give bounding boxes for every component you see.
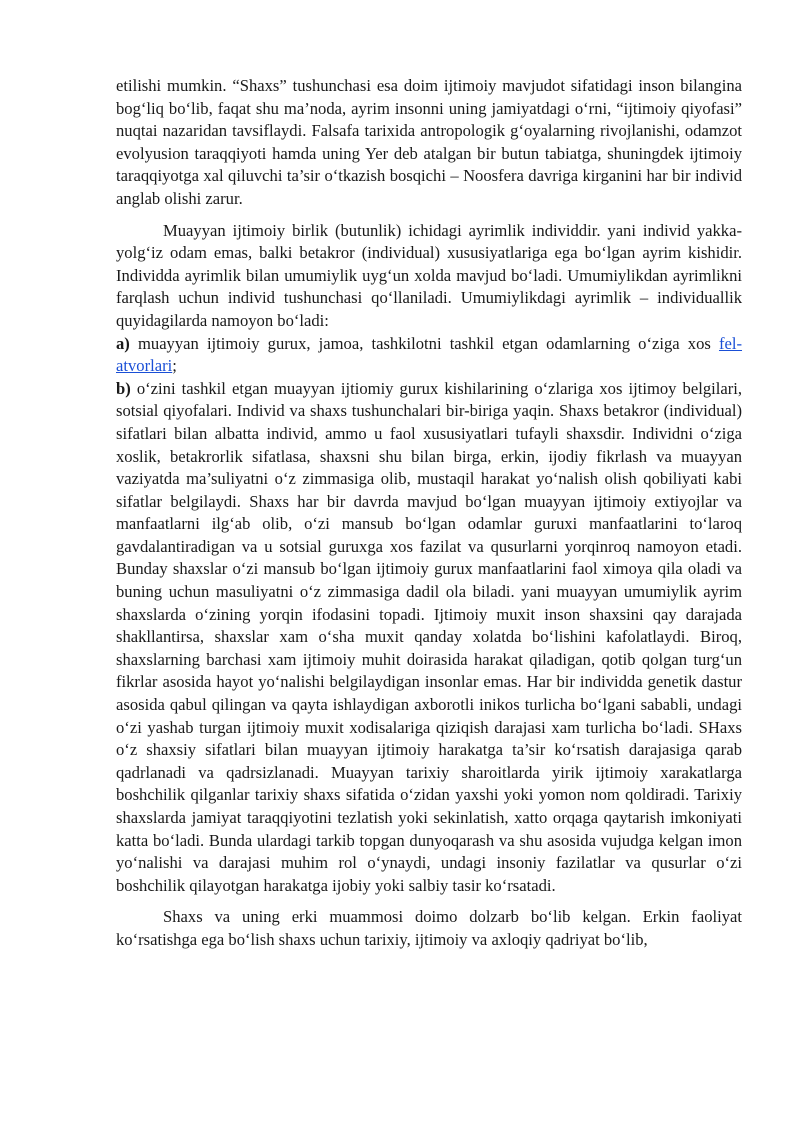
- fel-atvorlari-link[interactable]: fel-atvorlari: [116, 333, 743, 376]
- paragraph-intro: etilishi mumkin. “Shaxs” tushunchasi esa doim ijtimoiy mavjudot sifatidagi inson bilangina bog‘liq bo‘lib, faqat shu ma’noda, ayrim insonni uning jamiyatdagi o‘rni, “ijtimoiy qiyofasi” nuqtai nazaridan tavsiflaydi. Falsafa tarixida antropologik g‘oyalarning rivojlanishi, odamzot evolyusion taraqqiyoti hamda uning Yer deb atalgan bir butun tabiatga, shuningdek ijtimoiy taraqqiyotga xal qiluvchi ta’sir o‘tkazish bosqichi – Noosfera davriga kirganini har bir individ anglab olishi zarur.: [116, 76, 742, 208]
- list-item-a: [116, 333, 742, 378]
- paragraph-individ: [116, 220, 742, 898]
- list-marker-a: a): [116, 333, 130, 353]
- paragraph-erk: Shaxs va uning erki muammosi doimo dolzarb bo‘lib kelgan. Erkin faoliyat ko‘rsatishga ega bo‘lish shaxs uchun tarixiy, ijtimoiy va axloqiy qadriyat bo‘lib,: [116, 907, 742, 949]
- document-page: [116, 75, 742, 961]
- list-marker-b: b): [116, 378, 131, 398]
- list-item-a-end: ;: [172, 356, 177, 376]
- list-item-b: [116, 378, 742, 898]
- paragraph-individ-text: Muayyan ijtimoiy birlik (butunlik) ichidagi ayrimlik individdir. yani individ yakka-yolg‘iz odam emas, balki betakror (individual) xususiyatlariga ega bo‘lgan ayrim kishidir. Individda ayrimlik bilan umumiylik uyg‘un xolda mavjud bo‘ladi. Umumiylikdan ayrimlikni farqlash uchun individ tushunchasi qo‘llaniladi. Umumiylikdagi ayrimlik – individuallik quyidagilarda namoyon bo‘ladi:: [116, 220, 742, 330]
- list-item-b-text: o‘zini tashkil etgan muayyan ijtiomiy gurux kishilarining o‘zlariga xos ijtimoy belgilari, sotsial qiyofalari. Individ va shaxs tushunchalari bir-biriga yaqin. Shaxs betakror (individual) sifatlari bilan albatta individ, ammo u faol xususiyatlari tufayli shaxsdir. Individni o‘ziga xoslik, betakrorlik sifatlasa, shaxsni shu bilan birga, erkin, ijodiy fikrlash va muayyan vaziyatda ma’suliyatni o‘z zimmasiga olib, mustaqil harakat yo‘nalish olish qobiliyati kabi sifatlar belgilaydi. Shaxs har bir davrda mavjud bo‘lgan muayyan ijtimoiy extiyojlar va manfaatlarni ilg‘ab olib, o‘zi mansub bo‘lgan odamlar guruxi manfaatlarini to‘laroq gavdalantiradigan va u sotsial guruxga xos fazilat va qusurlarni yorqinroq namoyon etadi. Bunday shaxslar o‘zi mansub bo‘lgan ijtimoiy gurux manfaatlarini faol ximoya qila oladi va buning uchun masuliyatni o‘z zimmasiga dadil ola biladi. yani muayyan umumiylik ayrim shaxslarda o‘zining yorqin ifodasini topadi. Ijtimoiy muxit inson shaxsini qay darajada shakllantirsa, shaxslar xam o‘sha muxit qanday xolatda bo‘lishini kafolatlaydi. Biroq, shaxslarning barchasi xam ijtimoiy muhit doirasida harakat qiladigan, qotib qolgan turg‘un fikrlar asosida hayot yo‘nalishi belgilaydigan insonlar emas. Har bir individda genetik dastur asosida qabul qilingan va qayta ishlaydigan axborotli inikos turlicha bo‘lgani sababli, undagi o‘zi yashab turgan ijtimoiy muxit xodisalariga qiziqish darajasi xam turlicha bo‘ladi. SHaxs o‘z shaxsiy sifatlari bilan muayyan ijtimoiy harakatga ta’sir ko‘rsatish darajasiga qarab qadrlanadi va qadrsizlanadi. Muayyan tarixiy sharoitlarda yirik ijtimoiy xarakatlarga boshchilik qilganlar tarixiy shaxs sifatida o‘zidan yaxshi yoki yomon nom qoldiradi. Tarixiy shaxslarda jamiyat taraqqiyotini tezlatish yoki sekinlatish, xatto orqaga qaytarish imkoniyati katta bo‘ladi. Bunda ulardagi tarkib topgan dunyoqarash va shu asosida vujudga kelgan imon yo‘nalishi va darajasi muhim rol o‘ynaydi, undagi insoniy fazilatlar va qusurlar o‘zi boshchilik qilayotgan harakatga ijobiy yoki salbiy tasir ko‘rsatadi.: [116, 378, 742, 895]
- list-item-a-text: muayyan ijtimoiy gurux, jamoa, tashkilotni tashkil etgan odamlarning o‘ziga xos: [137, 333, 711, 353]
